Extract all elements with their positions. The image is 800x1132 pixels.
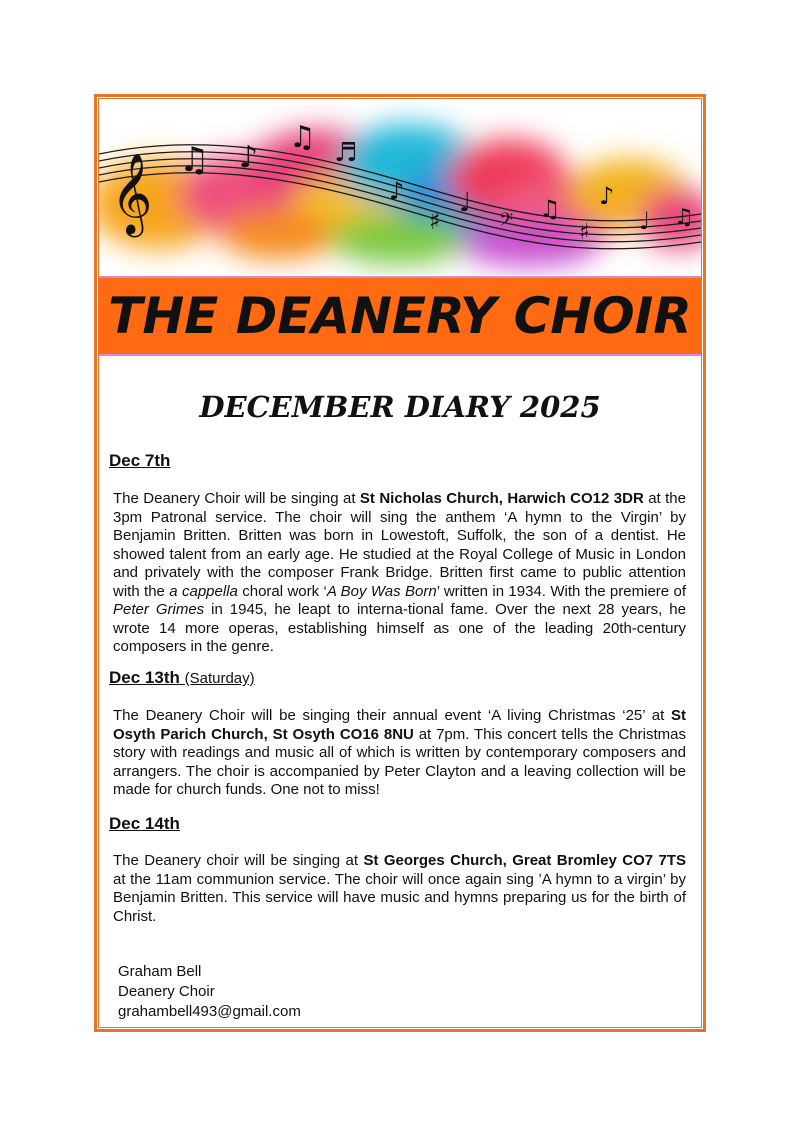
signature-name: Graham Bell [118, 963, 202, 980]
svg-text:𝄞: 𝄞 [111, 152, 153, 234]
svg-text:♪: ♪ [599, 182, 615, 210]
text-run: ’ written in 1934. With the premiere of [436, 582, 687, 600]
signature-email: grahambell493@gmail.com [118, 1003, 301, 1020]
event-description [113, 707, 686, 800]
svg-text:♫: ♫ [539, 195, 561, 223]
text-run: in 1945, he leapt to interna-tional fame. Over the next 28 years, he wrote 14 more operas, establishing himself as one of the leading 20th-century composers in the genre. [113, 601, 686, 655]
event-date: Dec 7th [109, 451, 171, 470]
svg-text:♪: ♪ [239, 140, 259, 175]
signature-block [118, 962, 301, 1022]
italic-run: A Boy Was Born [326, 582, 437, 600]
event-date-heading [109, 668, 255, 688]
event-description [113, 852, 686, 926]
event-description [113, 490, 686, 657]
event-date-heading [109, 451, 170, 471]
svg-text:♬: ♬ [334, 138, 358, 168]
svg-text:♫: ♫ [289, 120, 316, 155]
event-date-heading [109, 814, 180, 834]
venue-address: St Osyth Parich Church, St Osyth CO16 8NU [113, 707, 686, 743]
venue-address: St Georges Church, Great Bromley CO7 7TS [363, 852, 686, 869]
choir-title: THE DEANERY CHOIR [108, 287, 692, 345]
venue-address: St Nicholas Church, Harwich CO12 3DR [359, 490, 644, 507]
event-day-note: (Saturday) [184, 670, 255, 687]
text-run: choral work ‘ [237, 582, 327, 600]
svg-text:♯: ♯ [579, 220, 590, 245]
event-date: Dec 13th [109, 668, 180, 687]
text-run: The Deanery choir will be singing at [113, 852, 364, 869]
text-run: at the 11am communion service. The choir will once again sing ’A hymn to a virgin’ by Benjamin Britten. This service will have music and hymns preparing us for the birth of Christ. [113, 870, 686, 925]
svg-text:𝄢: 𝄢 [499, 210, 514, 235]
svg-text:♪: ♪ [389, 177, 405, 205]
signature-org: Deanery Choir [118, 983, 215, 1000]
svg-text:♩: ♩ [459, 188, 472, 218]
svg-text:♫: ♫ [674, 205, 694, 230]
svg-text:♫: ♫ [179, 140, 210, 180]
text-run: The Deanery Choir will be singing their annual event ‘A living Christmas ‘25’ at [113, 707, 671, 724]
text-run: at 7pm. This concert tells the Christmas story with readings and music all of which is written by contemporary composers and arrangers. The choir is accompanied by Peter Clayton and a leaving collection will be made for church funds. One not to miss! [113, 725, 686, 798]
text-run: The Deanery Choir will be singing at [113, 490, 360, 507]
svg-text:♩: ♩ [639, 207, 651, 235]
event-date: Dec 14th [109, 814, 180, 833]
diary-title: DECEMBER DIARY 2025 [199, 390, 601, 424]
text-run: at the 3pm Patronal service. The choir will sing the anthem ‘A hymn to the Virgin’ by Benjamin Britten. Britten was born in Lowestoft, Suffolk, the son of a dentist. He showed talent from an early age. He studied at the Royal College of Music in London and privately with the composer Frank Bridge. Britten first came to public attention with the [113, 490, 686, 600]
italic-run: a cappella [169, 582, 238, 600]
title-bar [99, 276, 701, 356]
svg-text:♯: ♯ [429, 207, 441, 235]
music-banner-image [99, 99, 701, 275]
italic-run: Peter Grimes [113, 601, 205, 618]
